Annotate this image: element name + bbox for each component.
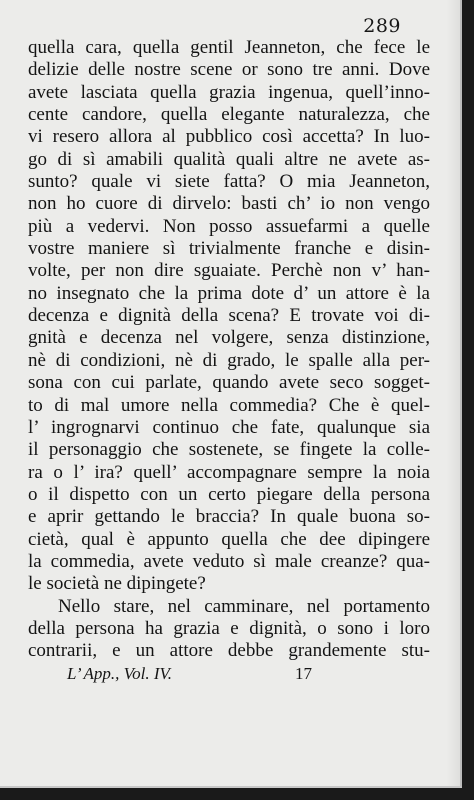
text-line: delizie delle nostre scene or sono tre anni. Dove	[28, 59, 430, 81]
page-number: 289	[363, 15, 401, 37]
text-line: non ho cuore di dirvelo: basti ch’ io non vengo	[28, 193, 430, 215]
signature-number: 17	[295, 664, 312, 683]
text-line: vostre maniere sì trivialmente franche e disin-	[28, 238, 430, 260]
text-line: to di mal umore nella commedia? Che è quel-	[28, 394, 430, 416]
text-line: volte, per non dire sguaiate. Perchè non v’ han-	[28, 260, 430, 282]
text-line: sunto? quale vi siete fatta? O mia Jeanneton,	[28, 171, 430, 193]
paragraph-end-line: le società ne dipingete?	[28, 573, 206, 595]
text-line: cietà, qual è appunto quella che dee dipingere	[28, 528, 430, 550]
text-line: no insegnato che la prima dote d’ un attore è la	[28, 282, 430, 304]
text-line: nè di condizioni, nè di grado, le spalle alla per-	[28, 349, 430, 371]
paragraph-start-line: Nello stare, nel camminare, nel portamento	[58, 595, 430, 617]
text-line: della persona ha grazia e dignità, o sono i loro	[28, 617, 430, 639]
text-line: contrarii, e un attore debbe grandemente stu-	[28, 640, 430, 662]
text-line: gnità e decenza nel volgere, senza distinzione,	[28, 327, 430, 349]
text-line: più a vedervi. Non posso assuefarmi a quelle	[28, 215, 430, 237]
text-line: la commedia, avete veduto sì male creanze? qua-	[28, 550, 430, 572]
signature-mark: L’ App., Vol. IV.	[67, 664, 173, 683]
text-line: il personaggio che sostenete, se fingete la colle-	[28, 439, 430, 461]
text-line: go di sì amabili qualità quali altre ne avete as-	[28, 148, 430, 170]
text-line: l’ ingrognarvi continuo che fate, qualunque sia	[28, 416, 430, 438]
text-line: sona con cui parlate, quando avete seco sogget-	[28, 372, 430, 394]
text-line: e aprir gettando le braccia? In quale buona so-	[28, 506, 430, 528]
text-line: vi resero allora al pubblico così accetta? In luo-	[28, 126, 430, 148]
text-line: avete lasciata quella grazia ingenua, quell’inno-	[28, 81, 430, 103]
text-line: decenza e dignità della scena? E trovate voi di-	[28, 305, 430, 327]
text-line: quella cara, quella gentil Jeanneton, che fece le	[28, 37, 430, 58]
text-line: o il dispetto con un certo piegare della persona	[28, 483, 430, 505]
text-line: cente candore, quella elegante naturalezza, che	[28, 104, 430, 126]
body-text	[28, 37, 430, 663]
text-line: ra o l’ ira? quell’ accompagnare sempre la noia	[28, 461, 430, 483]
